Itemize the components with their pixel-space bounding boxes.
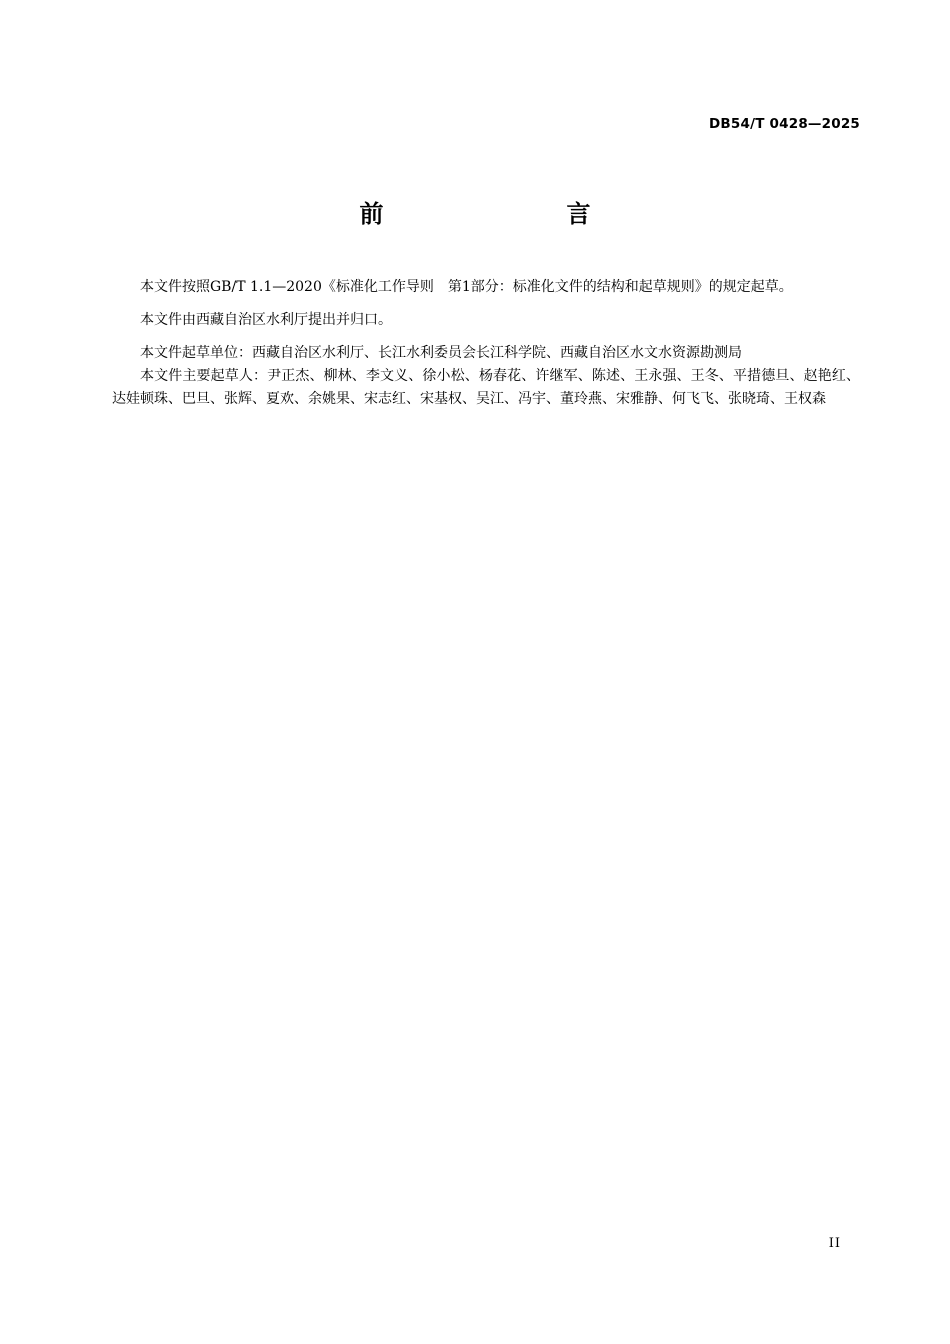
- paragraph-drafting-units: 本文件起草单位：西藏自治区水利厅、长江水利委员会长江科学院、西藏自治区水文水资源勘测局: [140, 345, 742, 361]
- document-number: DB54/T 0428—2025: [709, 116, 860, 132]
- section-title: 前 言: [359, 200, 636, 228]
- page-number: II: [828, 1236, 841, 1251]
- paragraph-proposer: 本文件由西藏自治区水利厅提出并归口。: [140, 312, 392, 328]
- body-text: [112, 276, 860, 411]
- paragraph-drafters: 本文件主要起草人：尹正杰、柳林、李文义、徐小松、杨春花、许继军、陈述、王永强、王冬、平措德旦、赵艳红、达娃顿珠、巴旦、张辉、夏欢、余姚果、宋志红、宋基权、吴江、冯宇、董玲燕、宋雅静、何飞飞、张晓琦、王权森: [112, 368, 860, 407]
- paragraph-drafting-basis: 本文件按照GB/T 1.1—2020《标准化工作导则 第1部分：标准化文件的结构和起草规则》的规定起草。: [140, 279, 793, 295]
